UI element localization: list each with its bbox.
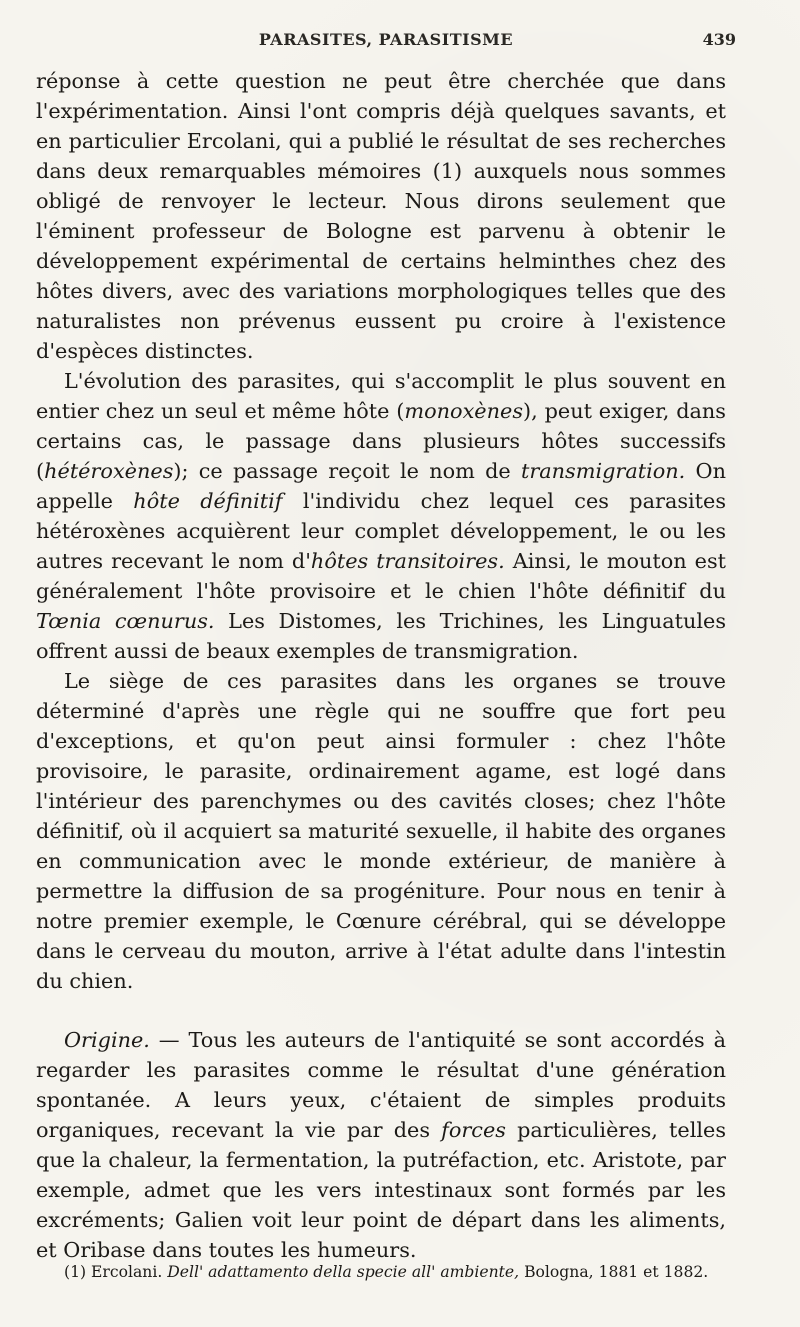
running-head <box>36 30 736 58</box>
italic-run: Dell' adattamento della specie all' ambiente, <box>167 1262 520 1281</box>
text-run: Bologna, 1881 et 1882. <box>519 1262 709 1281</box>
footnote <box>36 1261 726 1284</box>
running-title: PARASITES, PARASITISME <box>258 30 514 49</box>
text-run: ), peut exiger, dans certains cas, le passage dans plusieurs hôtes successifs ( <box>36 399 726 483</box>
italic-run: forces <box>441 1118 506 1142</box>
paragraph <box>36 666 726 996</box>
text-run: Le siège de ces parasites dans les organes se trouve déterminé d'après une règle qui ne souffre que fort peu d'exceptions, et qu'on peut ainsi formuler : chez l'hôte provisoire, le parasite, ordinairement agame, est logé dans l'intérieur des parenchymes ou des cavités closes; chez l'hôte définitif, où il acquiert sa maturité sexuelle, il habite des organes en communication avec le monde extérieur, de manière à permettre la diffusion de sa progéniture. Pour nous en tenir à notre premier exemple, le Cœnure cérébral, qui se développe dans le cerveau du mouton, arrive à l'état adulte dans l'intestin du chien. <box>36 669 726 993</box>
italic-run: transmigration. <box>520 459 686 483</box>
text-run: (1) Ercolani. <box>64 1262 168 1281</box>
italic-run: monoxènes <box>404 399 523 423</box>
italic-run: hôtes transitoires. <box>310 549 505 573</box>
paragraph <box>36 66 726 366</box>
text-run: l'individu chez lequel ces parasites hétéroxènes acquièrent leur complet développement, le ou les autres recevant le nom d' <box>36 489 727 573</box>
text-run: Les Distomes, les Trichines, les Linguatules offrent aussi de beaux exemples de transmigration. <box>36 609 726 663</box>
italic-run: hétéroxènes <box>44 459 174 483</box>
body-text <box>36 66 726 1265</box>
text-run: Ainsi, le mouton est généralement l'hôte provisoire et le chien l'hôte définitif du <box>36 549 727 603</box>
text-run: On appelle <box>36 459 726 513</box>
text-run: — Tous les auteurs de l'antiquité se sont accordés à regarder les parasites comme le résultat d'une génération spontanée. A leurs yeux, c'étaient de simples produits organiques, recevant la vie par des <box>36 1028 726 1142</box>
italic-run: Tœnia cœnurus. <box>36 609 215 633</box>
paragraph-origine <box>36 1025 726 1265</box>
text-run: particulières, telles que la chaleur, la fermentation, la putréfaction, etc. Aristote, par exemple, admet que les vers intestinaux sont formés par les excréments; Galien voit leur point de départ dans les aliments, et Oribase dans toutes les humeurs. <box>36 1118 726 1262</box>
text-run: réponse à cette question ne peut être cherchée que dans l'expérimentation. Ainsi l'ont compris déjà quelques savants, et en particulier Ercolani, qui a publié le résultat de ses recherches dans deux remarquables mémoires (1) auxquels nous sommes obligé de renvoyer le lecteur. Nous dirons seulement que l'éminent professeur de Bologne est parvenu à obtenir le développement expérimental de certains helminthes chez des hôtes divers, avec des variations morphologiques telles que des naturalistes non prévenus eussent pu croire à l'existence d'espèces distinctes. <box>36 69 726 363</box>
italic-run: Origine. <box>64 1028 150 1052</box>
text-run: ); ce passage reçoit le nom de <box>173 459 521 483</box>
page-number: 439 <box>702 30 736 49</box>
paragraph <box>36 366 726 666</box>
text-run: L'évolution des parasites, qui s'accomplit le plus souvent en entier chez un seul et même hôte ( <box>36 369 726 423</box>
italic-run: hôte définitif <box>133 489 283 513</box>
